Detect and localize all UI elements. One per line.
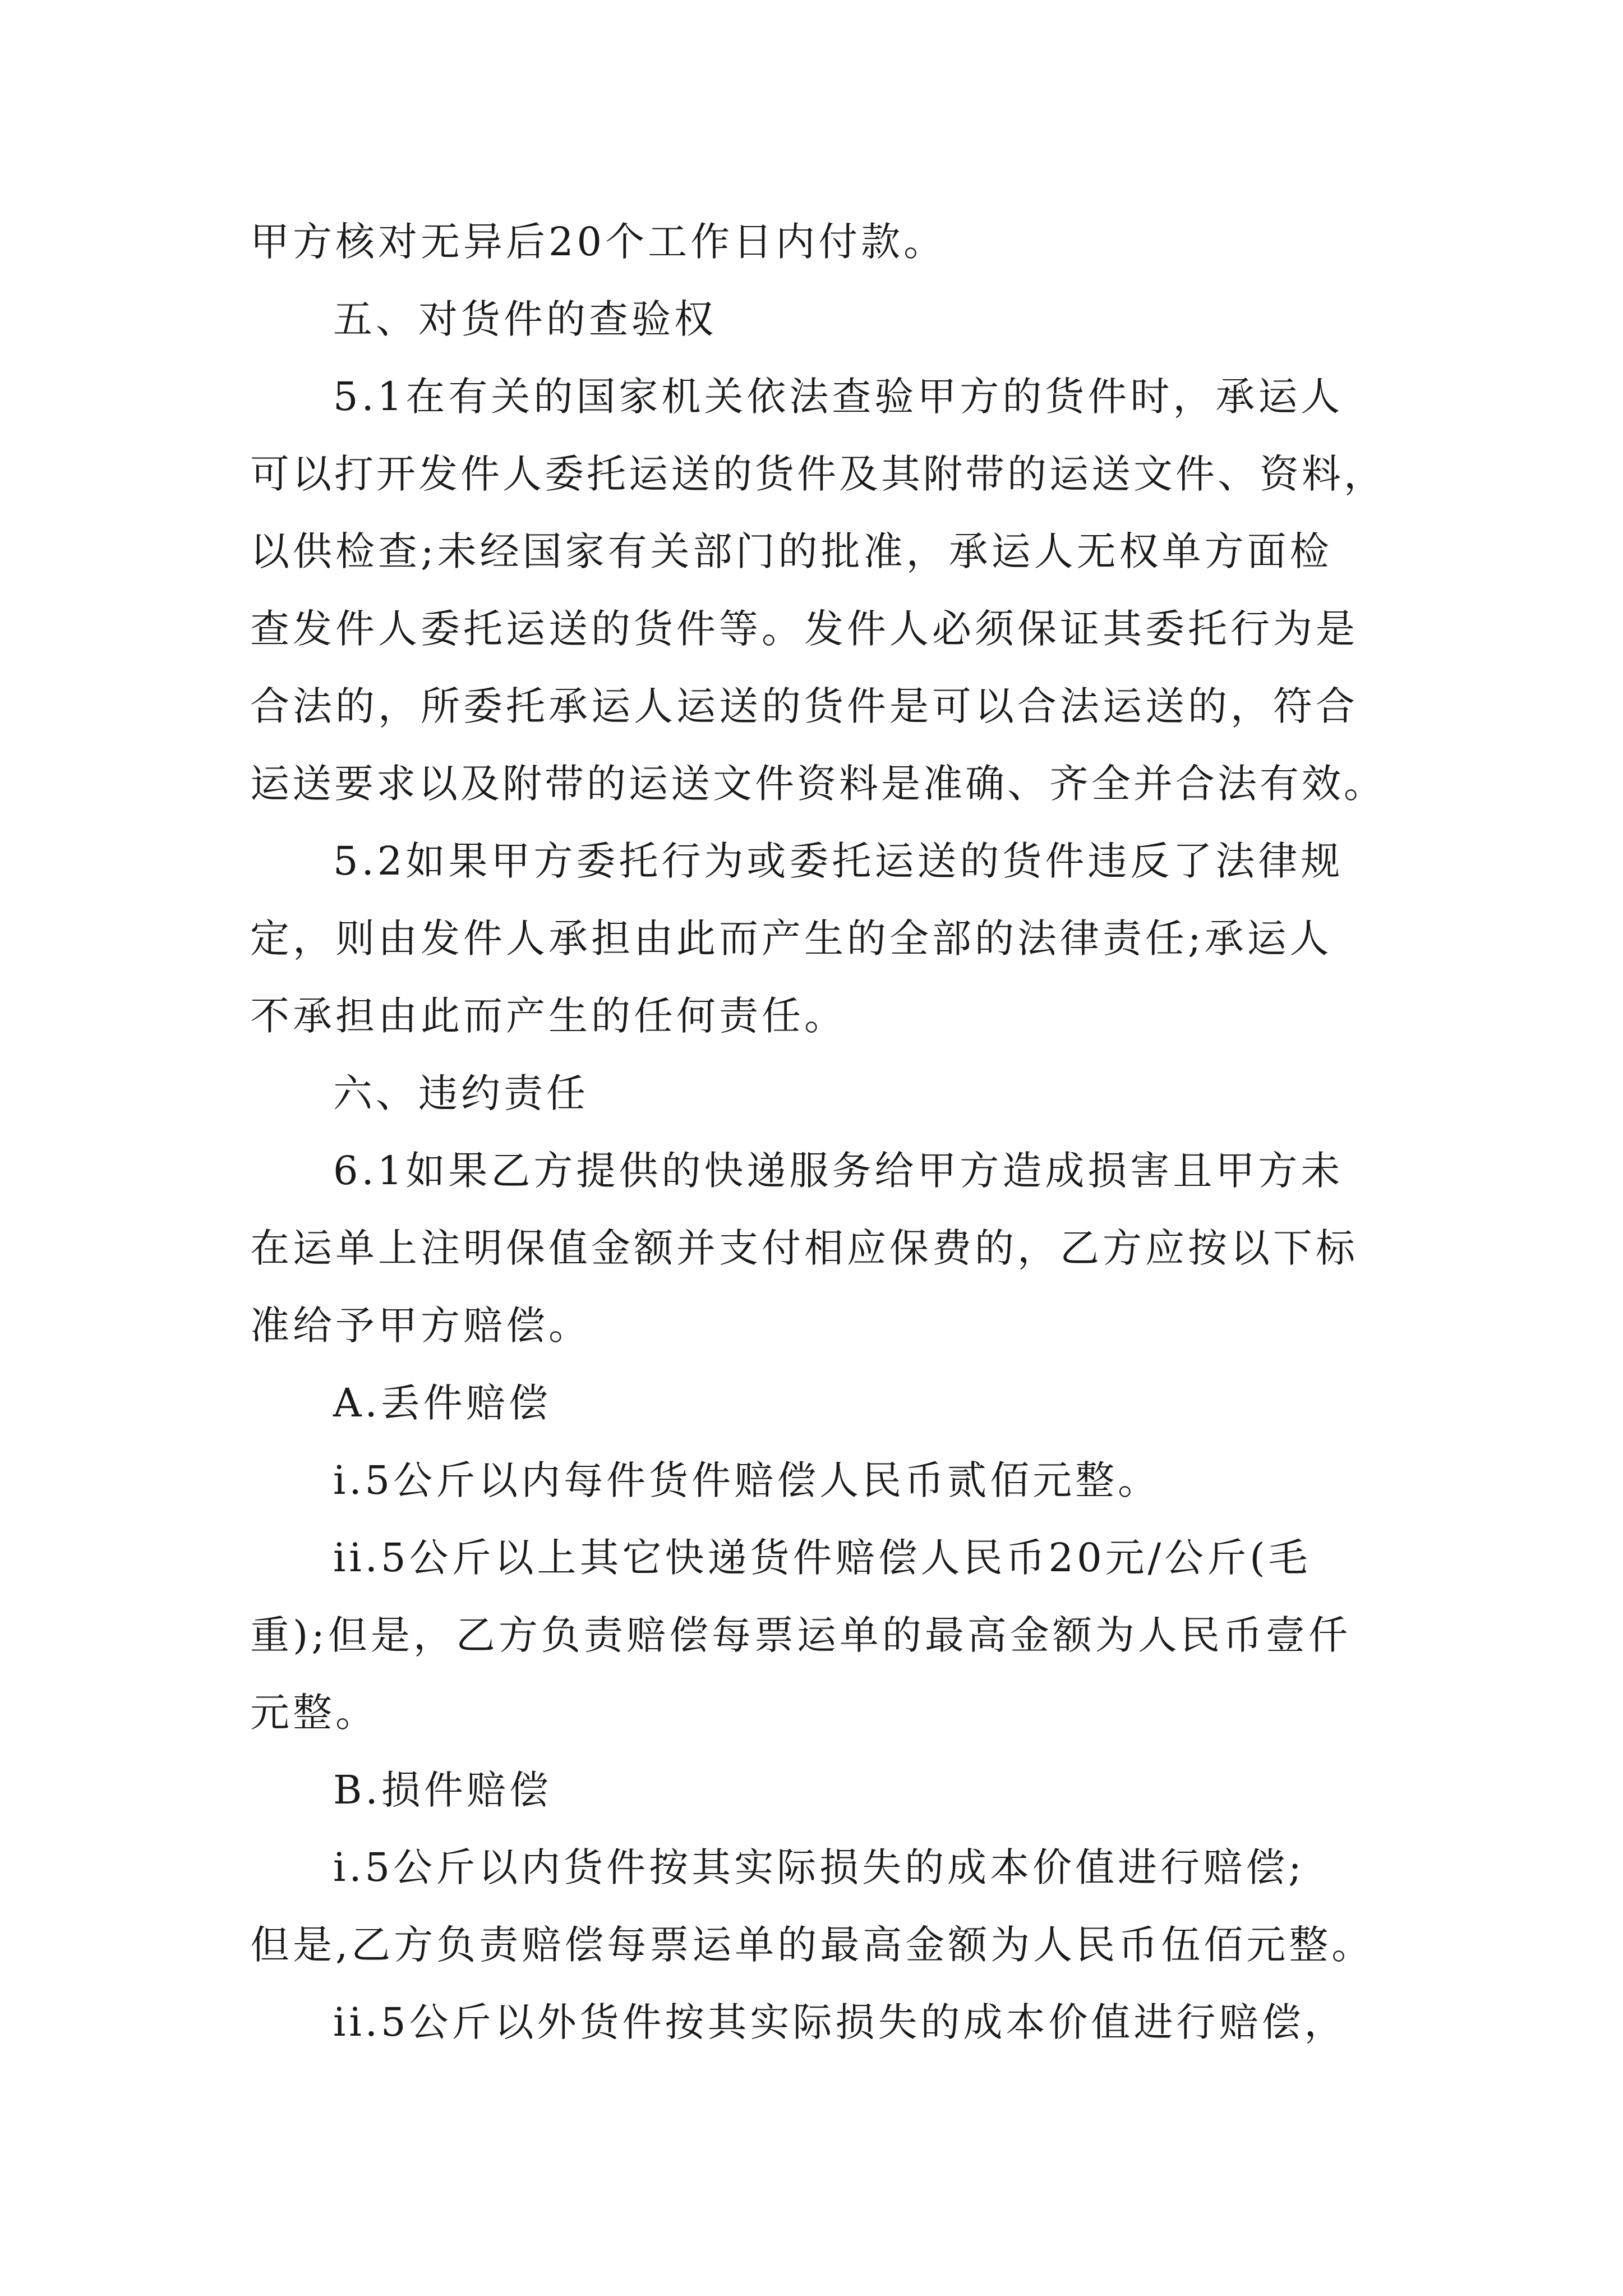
text-line: 重);但是，乙方负责赔偿每票运单的最高金额为人民币壹仟	[250, 1612, 1351, 1658]
text-line: 准给予甲方赔偿。	[250, 1303, 591, 1349]
text-line: 查发件人委托运送的货件等。发件人必须保证其委托行为是	[250, 606, 1358, 652]
document-body	[250, 203, 1394, 2061]
text-line: 合法的，所委托承运人运送的货件是可以合法运送的，符合	[250, 683, 1358, 729]
text-line: 甲方核对无异后20个工作日内付款。	[250, 219, 947, 265]
text-line: 5.1在有关的国家机关依法查验甲方的货件时，承运人	[333, 374, 1344, 420]
text-line: 在运单上注明保值金额并支付相应保费的，乙方应按以下标	[250, 1225, 1358, 1271]
text-line: i.5公斤以内每件货件赔偿人民币贰佰元整。	[333, 1457, 1161, 1503]
text-line: 可以打开发件人委托运送的货件及其附带的运送文件、资料，	[250, 451, 1386, 497]
text-line: 定，则由发件人承担由此而产生的全部的法律责任;承运人	[250, 915, 1332, 961]
text-line: 元整。	[250, 1690, 378, 1736]
text-line: 以供检查;未经国家有关部门的批准，承运人无权单方面检	[250, 528, 1332, 574]
section-heading: 六、违约责任	[333, 1070, 589, 1116]
text-line: 运送要求以及附带的运送文件资料是准确、齐全并合法有效。	[250, 761, 1386, 807]
text-line: ii.5公斤以上其它快递货件赔偿人民币20元/公斤(毛	[333, 1535, 1311, 1581]
text-line: ii.5公斤以外货件按其实际损失的成本价值进行赔偿，	[333, 1999, 1347, 2045]
text-line: 5.2如果甲方委托行为或委托运送的货件违反了法律规	[333, 838, 1344, 884]
subsection-heading: B.损件赔偿	[333, 1767, 552, 1813]
text-line: i.5公斤以内货件按其实际损失的成本价值进行赔偿;	[333, 1844, 1305, 1890]
section-heading: 五、对货件的查验权	[333, 296, 717, 342]
subsection-heading: A.丢件赔偿	[333, 1380, 551, 1426]
text-line: 不承担由此而产生的任何责任。	[250, 993, 847, 1039]
text-line: 但是,乙方负责赔偿每票运单的最高金额为人民币伍佰元整。	[250, 1922, 1375, 1968]
text-line: 6.1如果乙方提供的快递服务给甲方造成损害且甲方未	[333, 1148, 1344, 1194]
